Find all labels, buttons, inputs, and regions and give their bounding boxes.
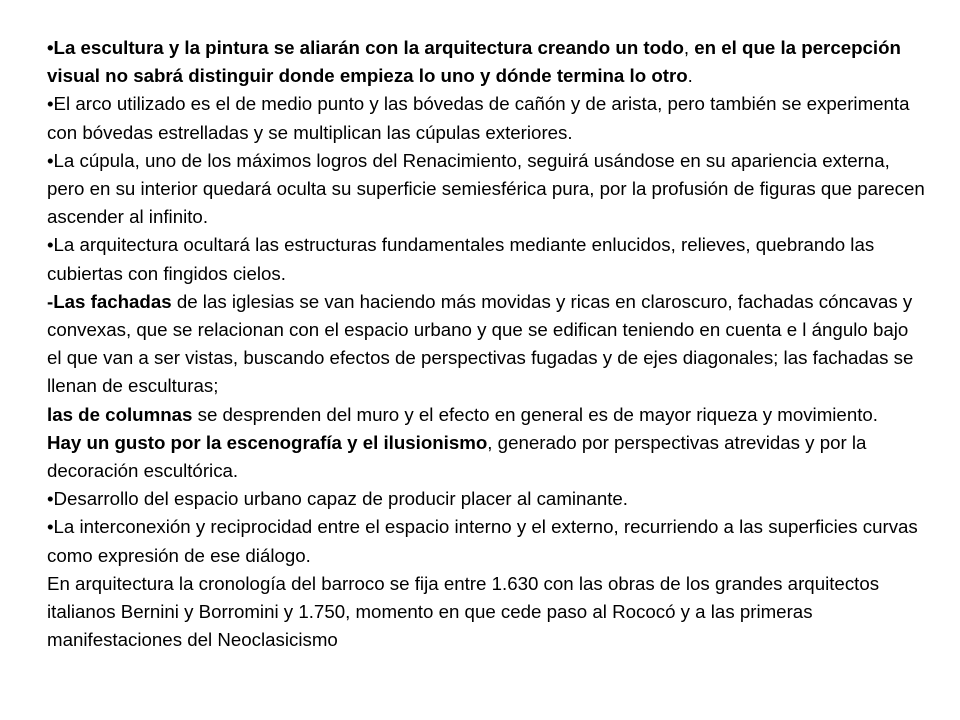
para-columnas	[47, 401, 927, 429]
plain-text: ,	[683, 37, 695, 58]
para-interconexion	[47, 513, 927, 569]
para-fachadas	[47, 288, 927, 401]
bold-text: en el que la percepción visual no sabrá distinguir donde empieza lo uno y dónde termina lo otro	[47, 37, 901, 87]
slide-text-body	[47, 34, 927, 654]
plain-text: En arquitectura la cronología del barroco se fija entre 1.630 con las obras de los grandes arquitectos italianos Bernini y Borromini y 1.750, momento en que cede paso al Rococó y a las primeras manifestaciones del Neoclasicismo	[47, 572, 880, 651]
para-espacio-urbano	[47, 485, 927, 513]
para-escultura-pintura	[47, 34, 927, 90]
plain-text: de las iglesias se van haciendo más movidas y ricas en claroscuro, fachadas cóncavas y convexas, que se relacionan con el espacio urbano y que se edifican teniendo en cuenta e l ángulo bajo el que van a ser vistas, buscando efectos de perspectivas fugadas y de ejes diagonales; las fachadas se llenan de esculturas;	[47, 290, 914, 397]
bold-text: •La escultura y la pintura se aliarán con la arquitectura creando un todo	[47, 37, 684, 58]
para-cronologia	[47, 570, 927, 655]
plain-text: •La arquitectura ocultará las estructuras fundamentales mediante enlucidos, relieves, quebrando las cubiertas con fingidos cielos.	[47, 234, 875, 284]
bold-text: Hay un gusto por la escenografía y el ilusionismo	[47, 431, 488, 453]
bold-text: las de columnas	[47, 403, 193, 425]
plain-text: se desprenden del muro y el efecto en general es de mayor riqueza y movimiento.	[192, 403, 878, 425]
plain-text: •La interconexión y reciprocidad entre el espacio interno y el externo, recurriendo a las superficies curvas como expresión de ese diálogo.	[47, 516, 918, 566]
plain-text: •La cúpula, uno de los máximos logros del Renacimiento, seguirá usándose en su apariencia externa, pero en su interior quedará oculta su superficie semiesférica pura, por la profusión de figuras que parecen ascender al infinito.	[47, 149, 925, 228]
para-arco	[47, 90, 927, 146]
plain-text: , generado por perspectivas atrevidas y por la decoración escultórica.	[47, 431, 867, 482]
para-estructuras	[47, 231, 927, 287]
plain-text: •Desarrollo del espacio urbano capaz de producir placer al caminante.	[47, 488, 628, 510]
bold-text: -Las fachadas	[47, 290, 172, 312]
para-escenografia	[47, 429, 927, 485]
para-cupula	[47, 147, 927, 232]
plain-text: .	[687, 65, 693, 87]
plain-text: •El arco utilizado es el de medio punto y las bóvedas de cañón y de arista, pero también se experimenta con bóvedas estrelladas y se multiplican las cúpulas exteriores.	[47, 93, 910, 143]
